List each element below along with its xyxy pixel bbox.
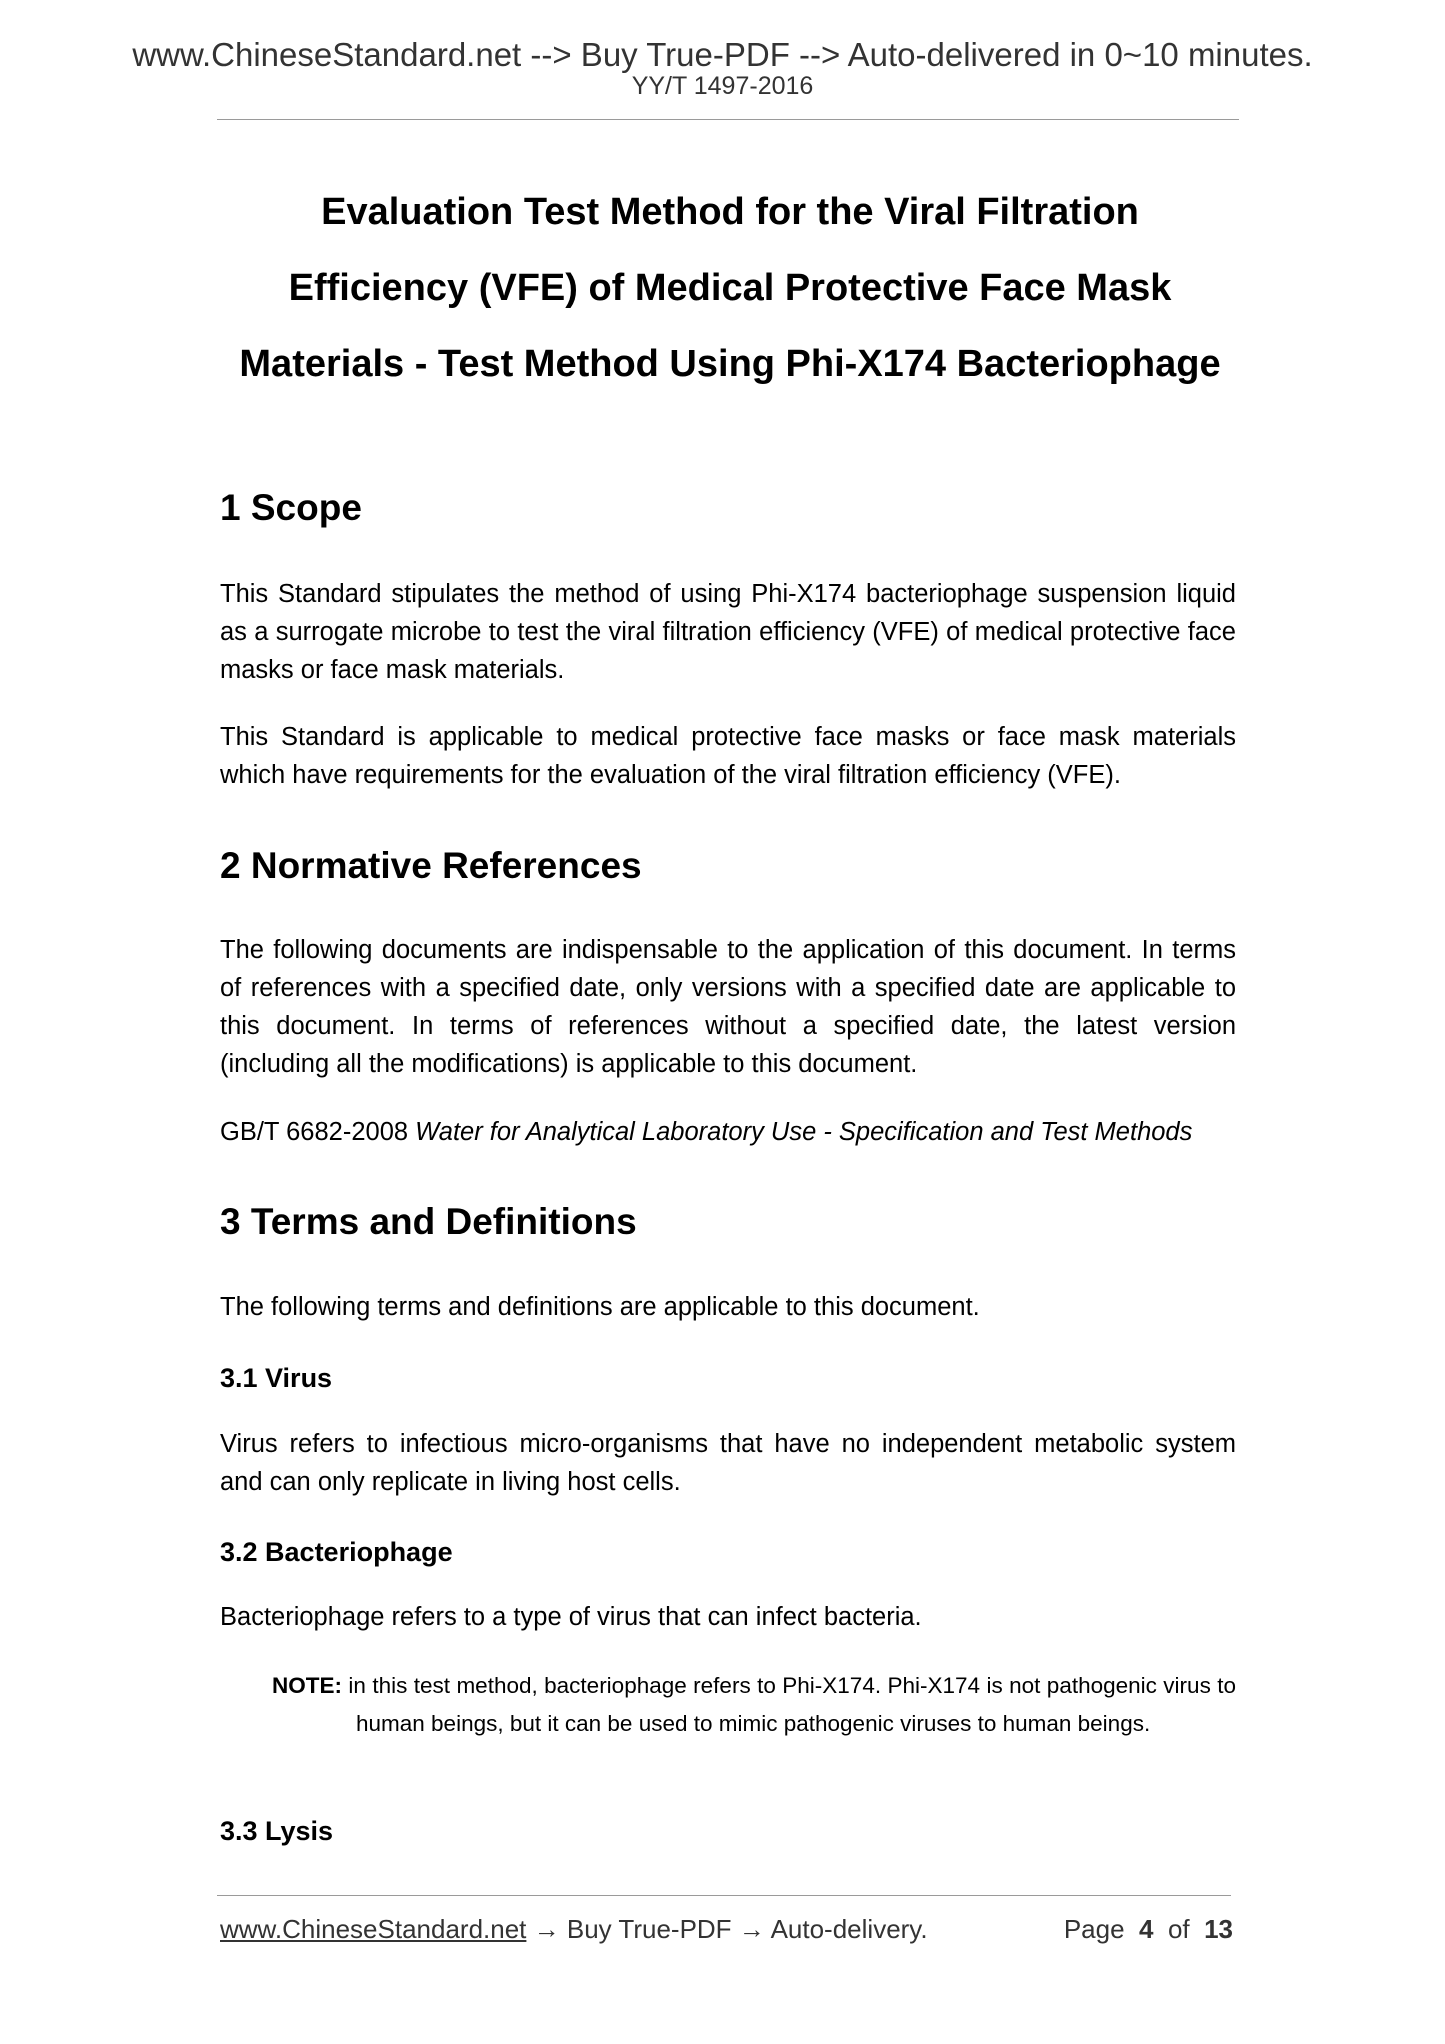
header-divider bbox=[217, 119, 1239, 120]
page-indicator bbox=[1064, 1916, 1233, 1942]
page-number: 4 bbox=[1139, 1914, 1154, 1944]
footer-tagline: → Buy True-PDF → Auto-delivery. bbox=[526, 1914, 928, 1944]
page-footer bbox=[220, 1916, 1233, 1942]
section-heading-normative-references: 2 Normative References bbox=[220, 845, 642, 886]
page-of-label: of bbox=[1167, 1914, 1190, 1944]
footer-divider bbox=[217, 1895, 1231, 1896]
title-line-1: Evaluation Test Method for the Viral Filtration bbox=[321, 191, 1139, 233]
term-heading-bacteriophage: 3.2 Bacteriophage bbox=[220, 1537, 453, 1567]
page-label: Page bbox=[1063, 1914, 1125, 1944]
standard-code: YY/T 1497-2016 bbox=[631, 72, 814, 100]
term-heading-virus: 3.1 Virus bbox=[220, 1363, 333, 1393]
section-heading-scope: 1 Scope bbox=[220, 487, 362, 528]
reference-code: GB/T 6682-2008 bbox=[220, 1118, 409, 1146]
reference-title: Water for Analytical Laboratory Use - Specification and Test Methods bbox=[415, 1118, 1193, 1146]
title-line-2: Efficiency (VFE) of Medical Protective Face Mask bbox=[288, 267, 1172, 309]
normative-reference-item bbox=[220, 1113, 1236, 1151]
term-text-virus: Virus refers to infectious micro-organisms that have no independent metabolic system and can only replicate in living host cells. bbox=[220, 1430, 1236, 1496]
site-banner: www.ChineseStandard.net --> Buy True-PDF --> Auto-delivered in 0~10 minutes. bbox=[132, 36, 1313, 73]
page-total: 13 bbox=[1204, 1914, 1233, 1944]
note-label: NOTE: bbox=[272, 1673, 342, 1698]
note-text: in this test method, bacteriophage refers to Phi-X174. Phi-X174 is not pathogenic virus to human beings, but it can be used to mimic pathogenic viruses to human beings. bbox=[348, 1673, 1236, 1736]
scope-paragraph-1: This Standard stipulates the method of using Phi-X174 bacteriophage suspension liquid as a surrogate microbe to test the viral filtration efficiency (VFE) of medical protective face masks or face mask materials. bbox=[220, 580, 1236, 684]
section-heading-terms: 3 Terms and Definitions bbox=[220, 1201, 637, 1242]
document-title bbox=[190, 174, 1270, 402]
term-heading-lysis: 3.3 Lysis bbox=[220, 1816, 334, 1846]
term-text-bacteriophage: Bacteriophage refers to a type of virus that can infect bacteria. bbox=[220, 1603, 922, 1631]
scope-paragraph-2: This Standard is applicable to medical protective face masks or face mask materials which have requirements for the evaluation of the viral filtration efficiency (VFE). bbox=[220, 723, 1236, 789]
normative-paragraph: The following documents are indispensable to the application of this document. In terms of references with a specified date, only versions with a specified date are applicable to this document. In terms of references without a specified date, the latest version (including all the modifications) is applicable to this document. bbox=[220, 936, 1236, 1078]
title-line-3: Materials - Test Method Using Phi-X174 Bacteriophage bbox=[239, 343, 1221, 385]
terms-intro: The following terms and definitions are applicable to this document. bbox=[220, 1293, 980, 1321]
note-bacteriophage bbox=[272, 1667, 1236, 1743]
footer-site-link[interactable]: www.ChineseStandard.net bbox=[220, 1914, 527, 1944]
